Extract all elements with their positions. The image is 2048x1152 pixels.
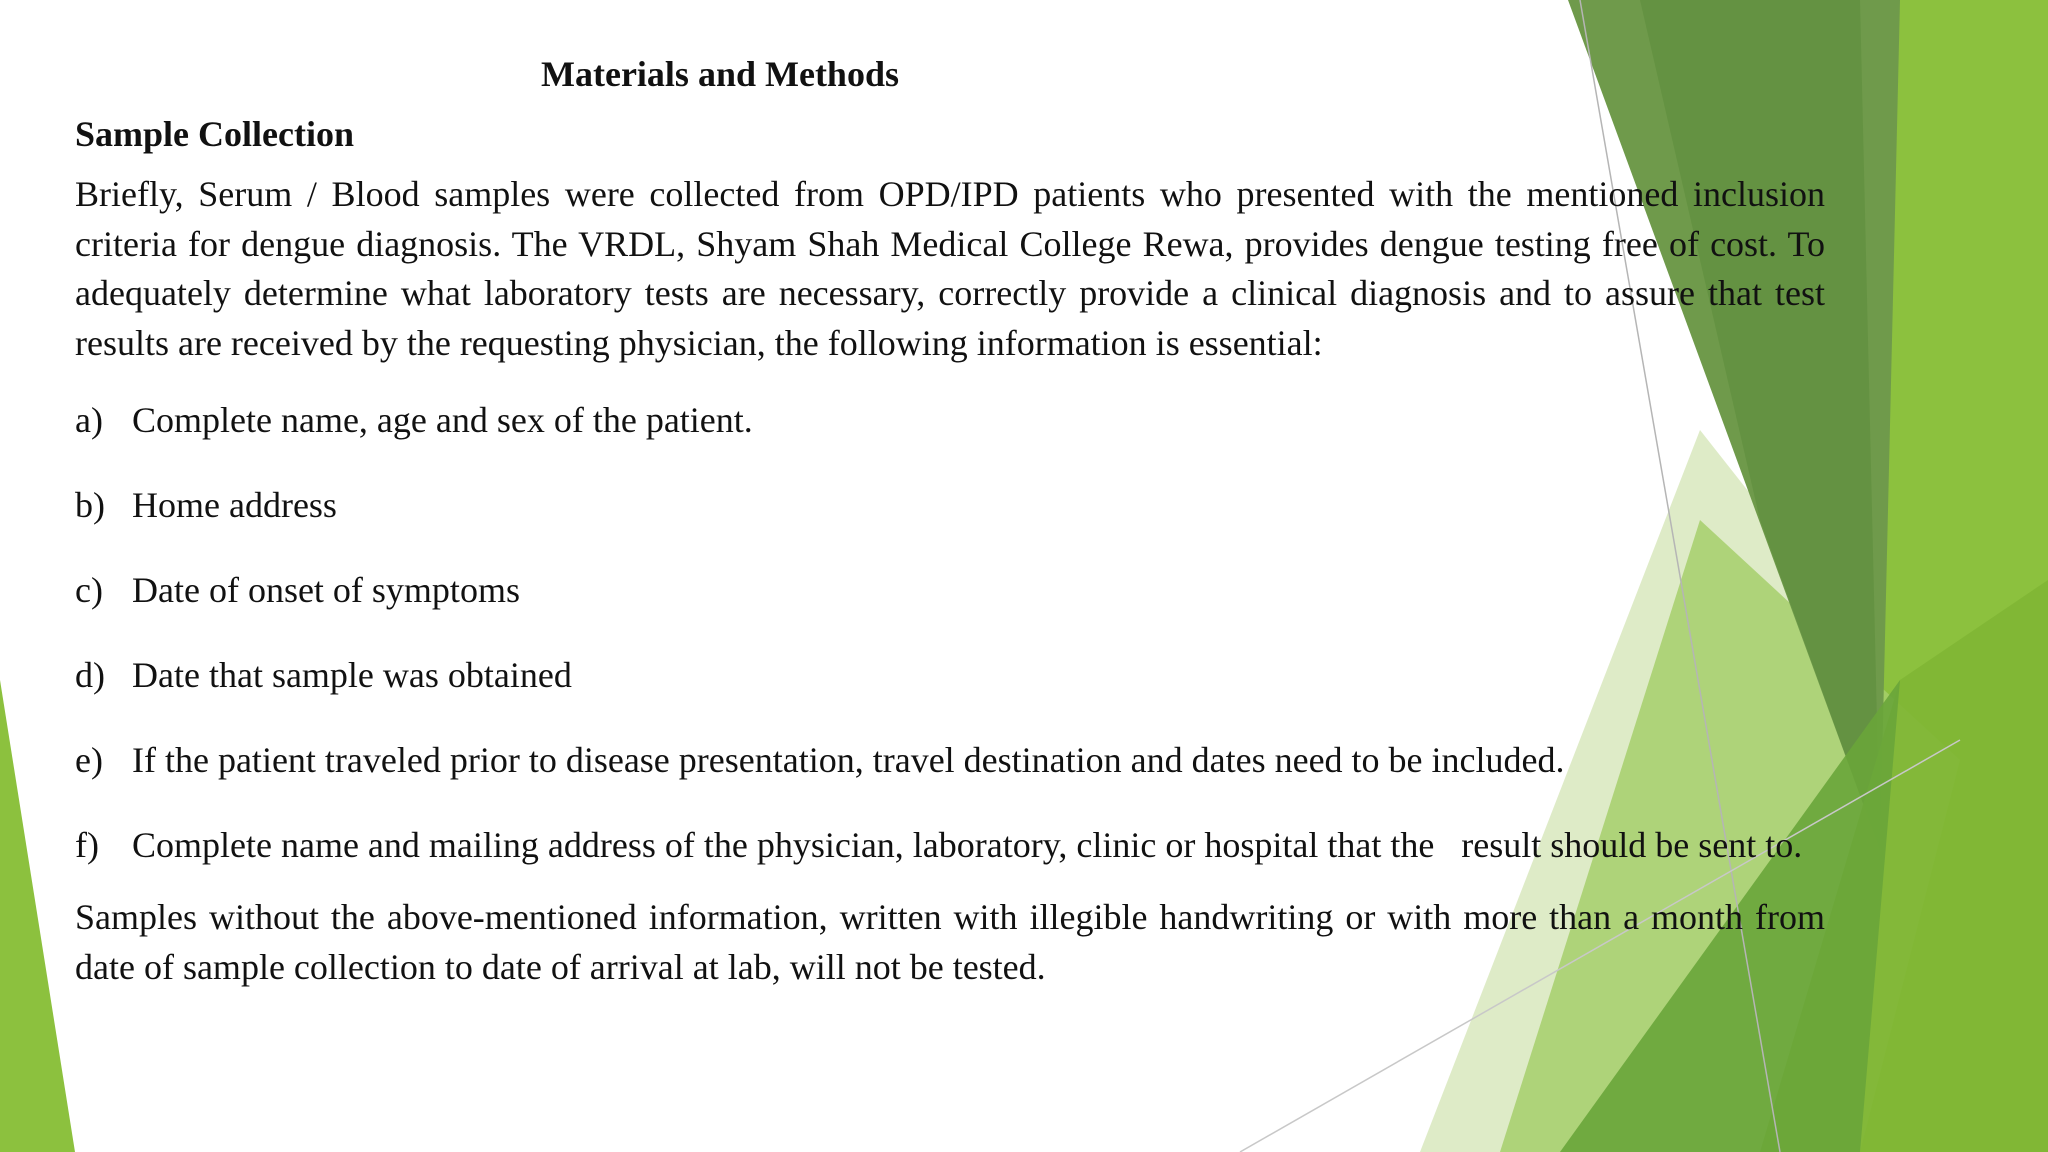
list-item-text: Complete name and mailing address of the physician, laboratory, clinic or hospital that the result should be sent to. bbox=[132, 825, 1803, 865]
list-item-text: Date of onset of symptoms bbox=[132, 570, 520, 610]
list-marker: c) bbox=[75, 570, 103, 610]
list-marker: d) bbox=[75, 655, 105, 695]
list-item-text: Date that sample was obtained bbox=[132, 655, 572, 695]
list-marker: e) bbox=[75, 740, 103, 780]
list-item bbox=[75, 815, 1825, 875]
list-marker: a) bbox=[75, 400, 103, 440]
slide-title: Materials and Methods bbox=[541, 54, 899, 94]
list-marker: b) bbox=[75, 485, 105, 525]
list-item bbox=[75, 475, 1825, 535]
slide-content bbox=[75, 44, 1825, 992]
list-item bbox=[75, 390, 1825, 450]
left-lime-sliver bbox=[0, 680, 75, 1152]
requirements-list bbox=[75, 390, 1825, 875]
closing-paragraph: Samples without the above-mentioned information, written with illegible handwriting or with more than a month from date of sample collection to date of arrival at lab, will not be tested. bbox=[75, 897, 1825, 987]
intro-paragraph: Briefly, Serum / Blood samples were collected from OPD/IPD patients who presented with the mentioned inclusion criteria for dengue diagnosis. The VRDL, Shyam Shah Medical College Rewa, provides dengue testing free of cost. To adequately determine what laboratory tests are necessary, correctly provide a clinical diagnosis and to assure that test results are received by the requesting physician, the following information is essential: bbox=[75, 174, 1825, 363]
list-item-text: Home address bbox=[132, 485, 337, 525]
list-item bbox=[75, 560, 1825, 620]
list-item bbox=[75, 645, 1825, 705]
list-marker: f) bbox=[75, 825, 99, 865]
list-item-text: Complete name, age and sex of the patient. bbox=[132, 400, 753, 440]
list-item bbox=[75, 730, 1825, 790]
list-item-text: If the patient traveled prior to disease presentation, travel destination and dates need to be included. bbox=[132, 740, 1565, 780]
section-heading: Sample Collection bbox=[75, 114, 354, 154]
